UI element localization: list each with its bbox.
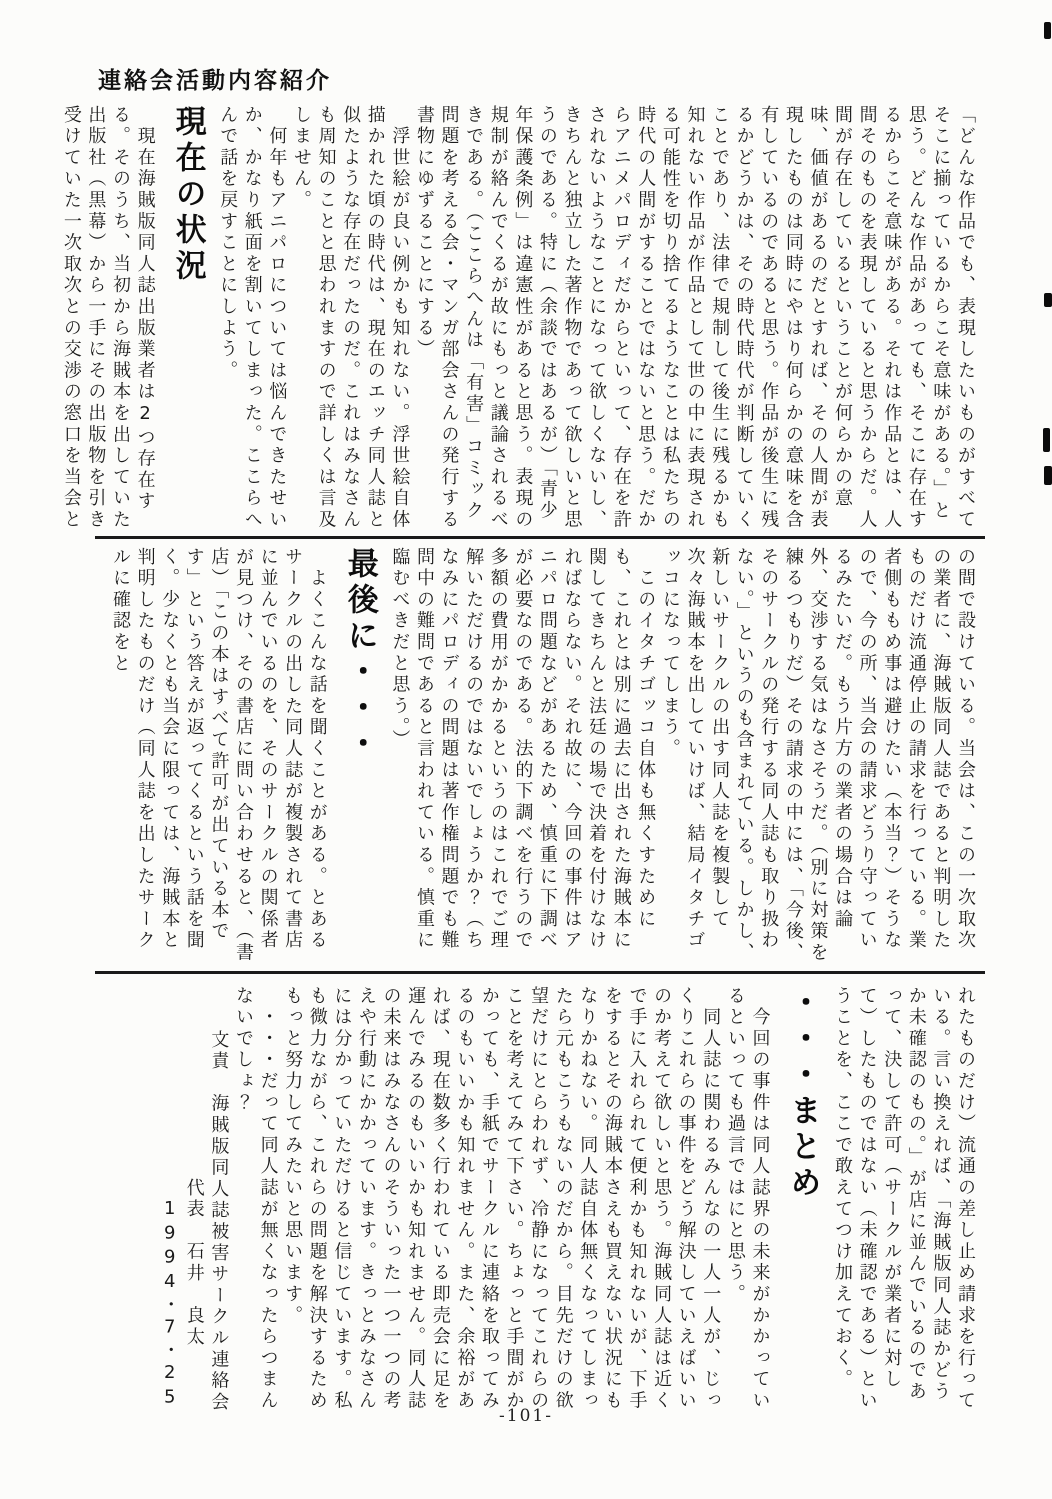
section-introduction	[58, 105, 977, 537]
heading-matome: ・・・まとめ	[784, 986, 821, 1202]
paragraph-appeal: 同人誌に関わるみんなの一人一人が、じっくりこれらの事件をどう解決していえばいいのか考えて欲しいと思う。海賊同人誌は近くで手に入れられて便利かも知れないが、下手をするとその海賊本さえも買えない状況にもなりかねない。同人誌自体無くなってしまったら元もこうもないのだから。目先だけの欲望だけにとらわれず、冷静になってこれらのことを考えてみて下さい。ちょっと手間がかかっても、手紙でサークルに連絡を取ってみるのもいいかも知れません。また、余裕があれば、現在数多く行われている即売会に足を運んでみるのもいいかも知れません。同人誌の未来はみなさんのそういった一つ一つの考えや行動にかかっています。きっとみなさんには分かっていただけると信じています。私も微力ながら、これらの問題を解決するためもっと努力してみたいと思います。	[282, 986, 722, 1412]
paragraph-closing-remark: ・・・だって同人誌が無くなったらつまんないでしょ？	[232, 986, 279, 1412]
scan-artifact	[1044, 22, 1051, 39]
signature-organization: 文責 海賊版同人誌被害サークル連絡会	[208, 1030, 230, 1414]
paragraph-ukiyoe: 浮世絵が良い例かも知れない。浮世絵自体描かれた頃の時代は、現在のエッチ同人誌と似たような存在だったのだ。これはみなさんも周知のことと思われますので詳しくは言及しません。	[290, 105, 411, 531]
page-number: -101-	[499, 1406, 553, 1426]
section-divider	[95, 536, 985, 539]
heading-current-status: 現在の状況	[169, 105, 206, 285]
paragraph-future: 今回の事件は同人誌界の未来がかかっているといっても過言ではにと思う。	[724, 986, 771, 1412]
document-title: 連絡会活動内容紹介	[98, 68, 332, 94]
signature-representative: 代表 石井 良太	[183, 1178, 205, 1349]
scan-artifact	[1044, 293, 1052, 307]
paragraph-distribution-stop: の間で設けている。当会は、この一次取次の業者に、海賊版同人誌であると判明したものだけ流通停止の請求を行っている。業者側ももめ事は避けたい（本当？）そうなので、今の所、当会の請求どうり守っているみたいだ。もう片方の業者の場合は論外、交渉する気はなさそうだ。（別に対策を練るつもりだ）その請求の中には、「今後、そのサークルの発行する同人誌も取り扱わない。」というのも含まれている。しかし、新しいサークルの出す同人誌を複製して次々海賊本を出していけば、結局イタチゴッコになってしまう。	[659, 547, 976, 964]
paragraph-publishers: 現在海賊版同人誌出版業者は2つ存在する。そのうち、当初から海賊本を出していた出版社（黒幕）から一手にその出版物を引き受けていた一次取次との交渉の窓口を当会と	[60, 105, 156, 531]
section-negotiation	[107, 547, 977, 971]
paragraph-anipro: 何年もアニパロについては悩んできたせいか、かなり紙面を割いてしまった。ここらへんで話を戻すことにしよう。	[217, 105, 288, 531]
signature-date: 1994・7・25	[159, 1198, 181, 1411]
section-summary	[157, 986, 977, 1422]
paragraph-works-meaning: 「どんな作品でも、表現したいものがすべてそこに揃っているからこそ意味がある。」と思う。どんな作品があっても、そこに存在するからこそ意味がある。それは作品とは、人間そのものを表現していると思うからだ。人間が存在しているということが何らかの意味、価値があるのだとすれば、その人間が表現したものは同時にやはり何らかの意味を含有しているのであると思う。作品が後生に残るかどうかは、その時代時代が判断していくことであり、法律で規制して後生に残るかも知れない作品が作品として世の中に表現される可能性を切り捨てるようなことは私たちの時代の人間がすることではないと思う。だからアニメパロディだからといって、存在を許されないようなことになって欲しくないし、きちんと独立した著作物であって欲しいと思うのである。特に（余談ではあるが）「青少年保護条例」は違憲性があると思う。表現の規制が絡んでくるが故にもっと議論されるべきである。（ここらへんは「有害」コミック問題を考える会・マンガ部会さんの発行する書物にゆずることにする）	[413, 105, 976, 531]
section-divider	[95, 971, 985, 974]
scan-artifact	[1043, 428, 1050, 452]
paragraph-unconfirmed: れたものだけ）流通の差し止め請求を行っている。言い換えれば、「海賊版同人誌かどうか未確認のもの。」が店に並んでいるのであって、決して許可（サークルが業者に対して）したものではない（未確認である）ということを、ここで敢えてつけ加えておく。	[832, 986, 976, 1412]
paragraph-court: このイタチゴッコ自体も無くすためにも、これとは別に過去に出された海賊本に関してきちんと法廷の場で決着を付けなければならない。それ故に、今回の事件はアニパロ問題などがあるため、慎重に下調べが必要なのである。法的下調べを行うので多額の費用がかかるというのはこれでご理解いただけるのではないでしょうか？（ちなみにパロディの問題は著作権問題でも難問中の難問であると言われている。慎重に臨むべきだと思う。）	[389, 547, 657, 952]
paragraph-bookstore-story: よくこんな話を聞くことがある。とあるサークルの出した同人誌が複製されて書店に並んでいるのを、そのサークルの関係者が見つけ、その書店に問い合わせると、（書店）「この本はすべて許可が出ている本です」という答えが返ってくるという話を聞く。少なくとも当会に限っては、海賊本と判明したものだけ（同人誌を出したサークルに確認をと	[110, 547, 328, 964]
scan-artifact	[1044, 466, 1052, 485]
heading-finally: 最後に・・・	[341, 547, 378, 763]
